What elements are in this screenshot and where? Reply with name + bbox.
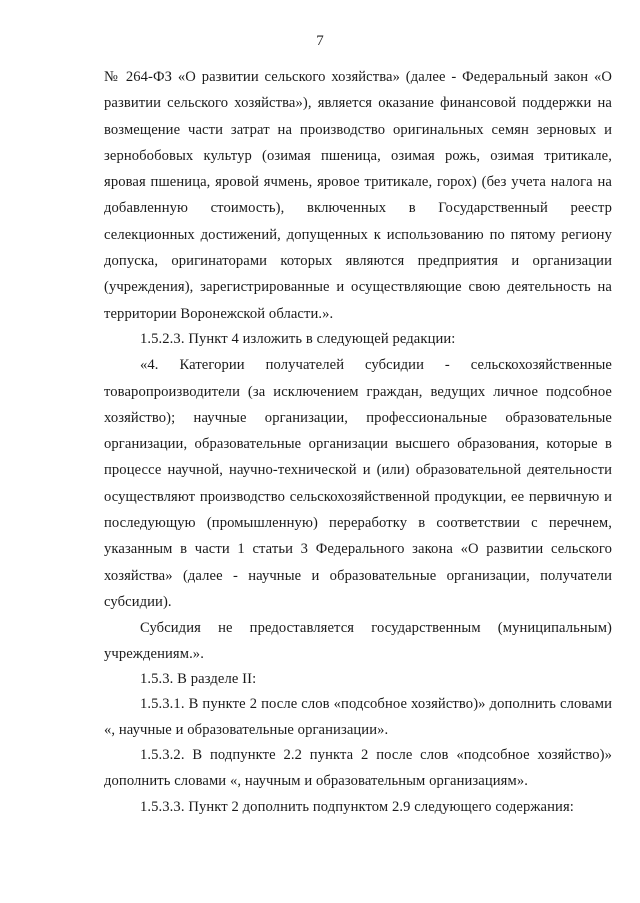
paragraph-text: 1.5.3.1. В пункте 2 после слов «подсобное хозяйство)» дополнить словами «, научные и образовательные организации». [104, 696, 612, 739]
paragraph-text: 1.5.3. В разделе II: [140, 671, 257, 687]
paragraph-text: «4. Категории получателей субсидии - сельскохозяйственные товаропроизводители (за исключением граждан, ведущих личное подсобное хозяйство); научные организации, профессиональные образовательные организации, образовательные организации высшего образования, которые в процессе научной, научно-технической и (или) образовательной деятельности осуществляют производство сельскохозяйственной продукции, ее первичную и последующую (промышленную) переработку в соответствии с перечнем, указанным в части 1 статьи 3 Федерального закона «О развитии сельского хозяйства» (далее - научные и образовательные организации, получатели субсидии). [104, 357, 612, 610]
paragraph-text: 1.5.3.3. Пункт 2 дополнить подпунктом 2.9 следующего содержания: [140, 799, 574, 815]
paragraph-amendment-1-5-3-2 [104, 742, 612, 795]
paragraph-text: Субсидия не предоставляется государственным (муниципальным) учреждениям.». [104, 620, 612, 663]
paragraph-amendment-item-4 [104, 326, 612, 615]
paragraph-purpose-continuation [104, 64, 612, 327]
page-number: 7 [316, 33, 324, 49]
paragraph-text: № 264-ФЗ «О развитии сельского хозяйства» (далее - Федеральный закон «О развитии сельского хозяйства»), является оказание финансовой поддержки на возмещение части затрат на производство оригинальных семян зерновых и зернобобовых культур (озимая пшеница, озимая рожь, озимая тритикале, яровая пшеница, яровой ячмень, яровое тритикале, горох) (без учета налога на добавленную стоимость), включенных в Государственный реестр селекционных достижений, допущенных к использованию по пятому региону допуска, оригинаторами которых являются предприятия и организации (учреждения), зарегистрированные и осуществляющие свою деятельность на территории Воронежской области.». [104, 69, 612, 322]
paragraph-amendment-1-5-3-3 [104, 794, 612, 820]
paragraph-amendment-1-5-3-1 [104, 691, 612, 744]
paragraph-subsidy-exclusion [104, 615, 612, 668]
paragraph-text: 1.5.3.2. В подпункте 2.2 пункта 2 после слов «подсобное хозяйство)» дополнить словами «, научным и образовательным организациям». [104, 747, 612, 790]
paragraph-section-2 [104, 666, 612, 692]
paragraph-text: 1.5.2.3. Пункт 4 изложить в следующей редакции: [140, 331, 456, 347]
